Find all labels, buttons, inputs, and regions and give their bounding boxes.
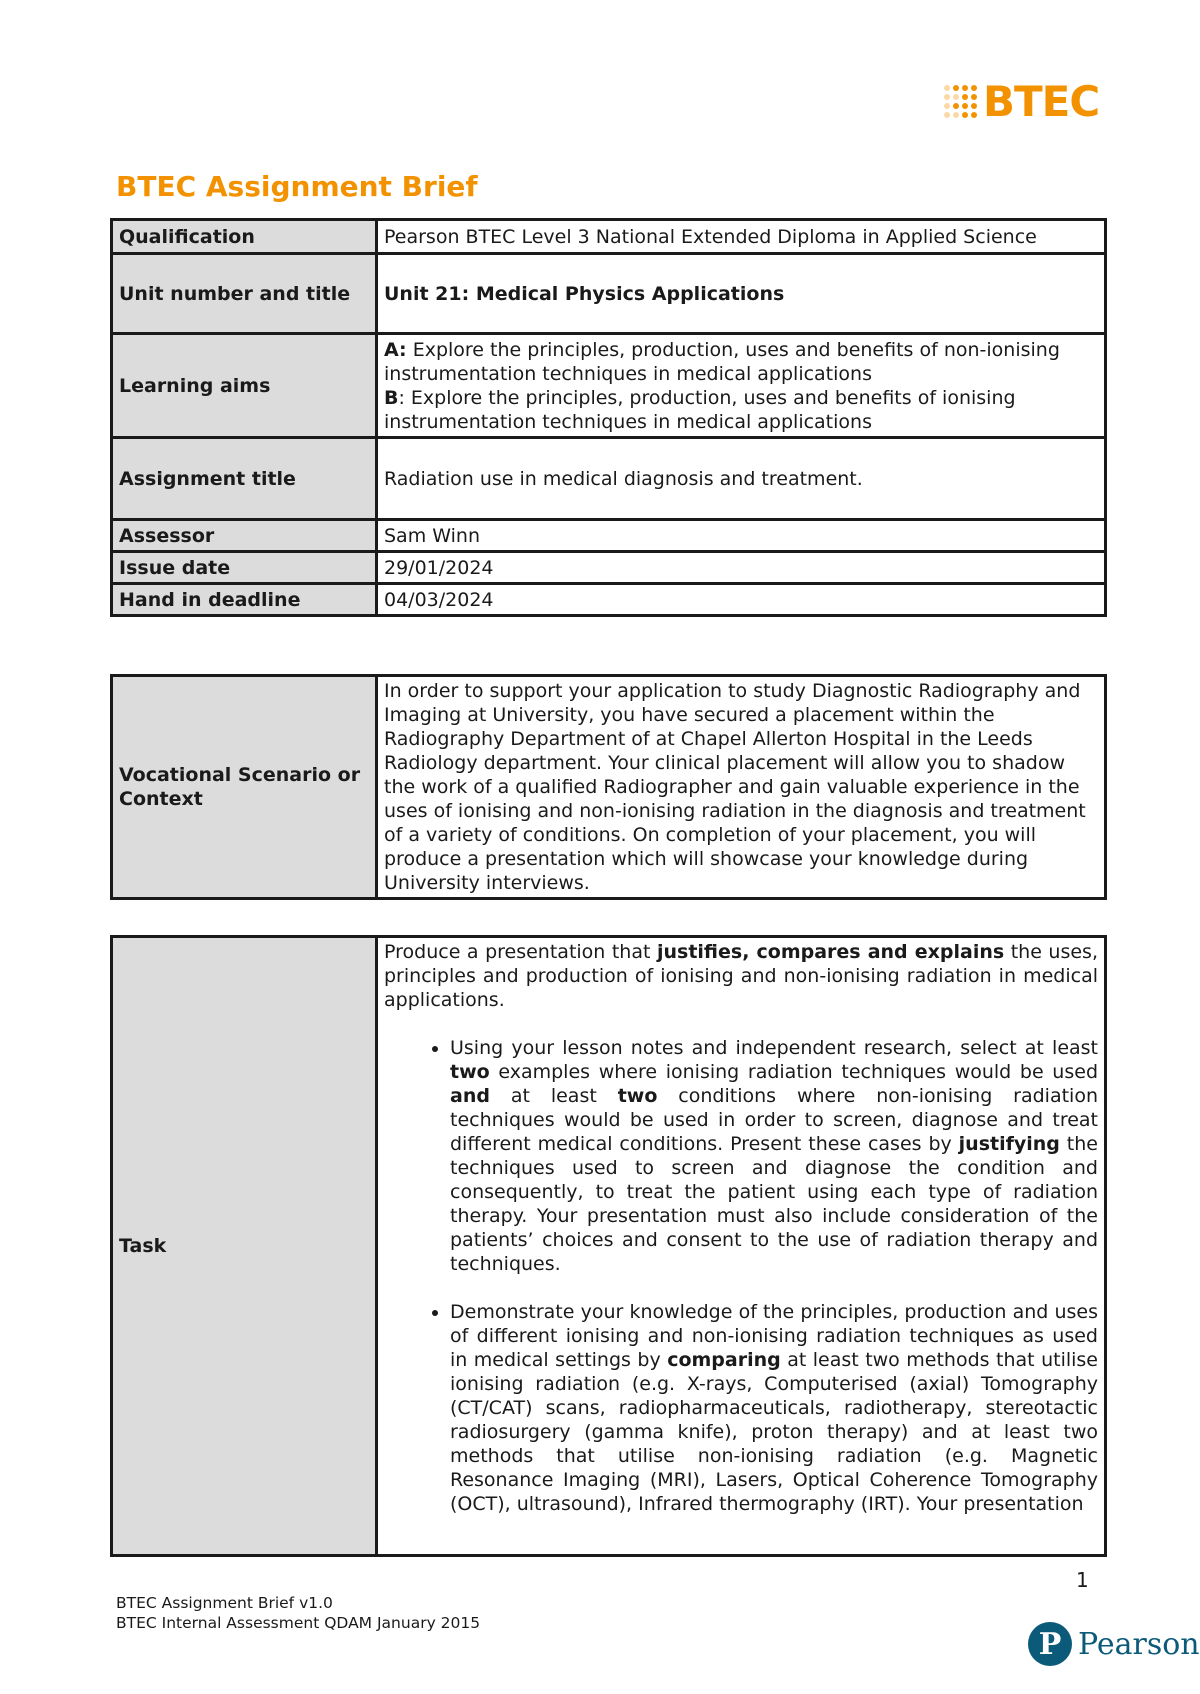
assessor-value: Sam Winn — [377, 520, 1106, 552]
bullet-1-text: Using your lesson notes and independent research, select at least — [450, 1037, 1098, 1059]
bullet-2-text: Demonstrate your knowledge of the principles, production and uses of different ionising and non-ionising radiation techniques as used in medical settings by — [450, 1301, 1098, 1371]
footer-version: BTEC Assignment Brief v1.0 — [116, 1594, 333, 1612]
task-intro-text-2: the uses, principles and production of ionising and non-ionising radiation in medical applications. — [384, 941, 1098, 1011]
qualification-value: Pearson BTEC Level 3 National Extended Diploma in Applied Science — [377, 220, 1106, 254]
aim-a-text: Explore the principles, production, uses and benefits of non-ionising instrumentation techniques in medical applications — [384, 338, 1060, 385]
aim-b-letter: B — [384, 386, 399, 409]
assignment-title-value: Radiation use in medical diagnosis and treatment. — [377, 438, 1106, 520]
task-content-clip — [384, 940, 1098, 1552]
btec-logo-text: BTEC — [983, 76, 1100, 126]
issue-date-value: 29/01/2024 — [377, 552, 1106, 584]
unit-label: Unit number and title — [112, 254, 377, 334]
scenario-table — [110, 674, 1107, 900]
task-row — [112, 937, 1106, 1556]
task-intro-text: Produce a presentation that — [384, 941, 657, 963]
aim-b-text: : Explore the principles, production, uses and benefits of ionising instrumentation techniques in medical applications — [384, 386, 1016, 433]
footer-qdam: BTEC Internal Assessment QDAM January 2015 — [116, 1614, 481, 1632]
task-table — [110, 935, 1107, 1557]
assignment-title-label: Assignment title — [112, 438, 377, 520]
btec-dots-icon — [944, 85, 977, 118]
scenario-row — [112, 676, 1106, 899]
bullet-1-bold-and: and — [450, 1085, 490, 1107]
deadline-row — [112, 584, 1106, 616]
aim-a-letter: A: — [384, 338, 407, 361]
page-number: 1 — [1076, 1568, 1089, 1592]
footer — [116, 1593, 480, 1633]
unit-row — [112, 254, 1106, 334]
bullet-1-bold-two: two — [450, 1061, 490, 1083]
learning-aims-row — [112, 334, 1106, 438]
bullet-1-text-3: at least — [489, 1085, 618, 1107]
pearson-mark-icon: P — [1028, 1622, 1072, 1666]
task-bullet-1 — [450, 1036, 1098, 1276]
bullet-1-text-2: examples where ionising radiation techniques would be used — [489, 1061, 1098, 1083]
scenario-text: In order to support your application to study Diagnostic Radiography and Imaging at University, you have secured a placement within the Radiography Department of at Chapel Allerton Hospital in the Leeds Radiology department. Your clinical placement will allow you to shadow the work of a qualified Radiographer and gain valuable experience in the uses of ionising and non-ionising radiation in the diagnosis and treatment of a variety of conditions. On completion of your placement, you will produce a presentation which will showcase your knowledge during University interviews. — [377, 676, 1106, 899]
unit-value: Unit 21: Medical Physics Applications — [377, 254, 1106, 334]
scenario-label: Vocational Scenario or Context — [112, 676, 377, 899]
assignment-info-table — [110, 218, 1107, 617]
learning-aims-label: Learning aims — [112, 334, 377, 438]
issue-date-label: Issue date — [112, 552, 377, 584]
bullet-1-bold-two-2: two — [617, 1085, 658, 1107]
assessor-label: Assessor — [112, 520, 377, 552]
qualification-row — [112, 220, 1106, 254]
assessor-row — [112, 520, 1106, 552]
task-bullet-list — [384, 1036, 1098, 1516]
bullet-2-text-2: at least two methods that utilise ionising radiation (e.g. X-rays, Computerised (axial) Tomography (CT/CAT) scans, radiopharmaceuticals, radiotherapy, stereotactic radiosurgery (gamma knife), proton therapy) and at least two methods that utilise non-ionising radiation (e.g. Magnetic Resonance Imaging (MRI), Lasers, Optical Coherence Tomography (OCT), ultrasound), Infrared thermography (IRT). Your presentation — [450, 1349, 1098, 1515]
pearson-logo — [1028, 1622, 1200, 1666]
bullet-1-text-5: the techniques used to screen and diagnose the condition and consequently, to treat the patient using each type of radiation therapy. Your presentation must also include consideration of the patients’ choices and consent to the use of radiation therapy and techniques. — [450, 1133, 1098, 1275]
btec-logo — [944, 74, 1099, 128]
bullet-1-text-4: conditions where non-ionising radiation techniques would be used in order to screen, diagnose and treat different medical conditions. Present these cases by — [450, 1085, 1098, 1155]
qualification-label: Qualification — [112, 220, 377, 254]
deadline-label: Hand in deadline — [112, 584, 377, 616]
page-title: BTEC Assignment Brief — [116, 170, 478, 203]
learning-aim-b — [384, 386, 1098, 434]
assignment-title-row — [112, 438, 1106, 520]
deadline-value: 04/03/2024 — [377, 584, 1106, 616]
learning-aims-value — [377, 334, 1106, 438]
issue-date-row — [112, 552, 1106, 584]
task-intro — [384, 940, 1098, 1012]
task-content — [377, 937, 1106, 1556]
bullet-1-bold-justifying: justifying — [958, 1133, 1060, 1155]
pearson-logo-text: Pearson — [1078, 1626, 1200, 1662]
task-intro-bold: justifies, compares and explains — [656, 941, 1005, 963]
task-label: Task — [112, 937, 377, 1556]
learning-aim-a — [384, 338, 1098, 386]
bullet-2-bold-comparing: comparing — [667, 1349, 781, 1371]
task-bullet-2 — [450, 1300, 1098, 1516]
